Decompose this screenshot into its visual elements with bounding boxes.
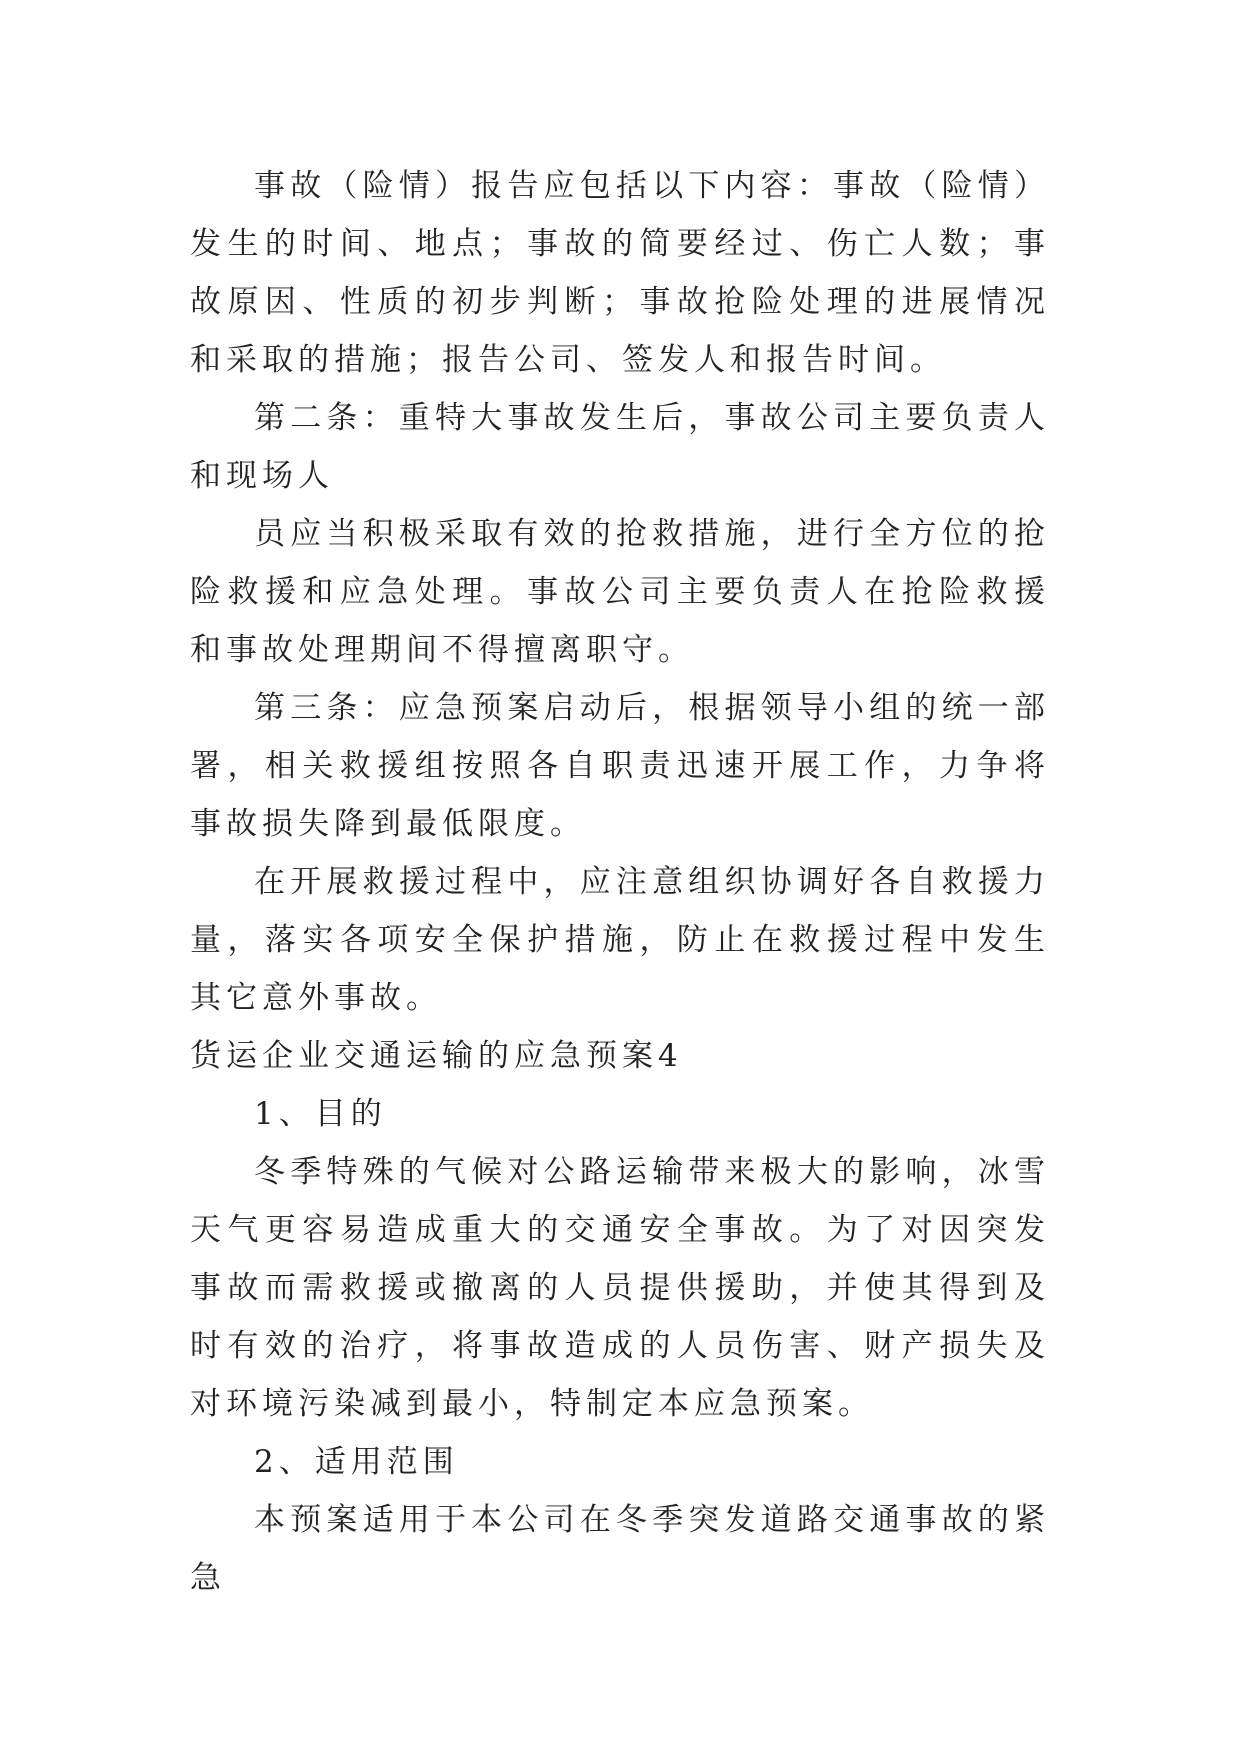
paragraph-article-two: 第二条：重特大事故发生后，事故公司主要负责人和现场人 [190,400,1050,494]
subheading-scope: 2、适用范围 [254,1444,459,1480]
paragraph-rescue-process: 在开展救援过程中，应注意组织协调好各自救援力量，落实各项安全保护措施，防止在救援过程中发生其它意外事故。 [190,864,1050,1016]
paragraph-accident-report-content: 事故（险情）报告应包括以下内容：事故（险情）发生的时间、地点；事故的简要经过、伤亡人数；事故原因、性质的初步判断；事故抢险处理的进展情况和采取的措施；报告公司、签发人和报告时间。 [190,168,1050,378]
subheading-purpose: 1、目的 [254,1096,387,1132]
paragraph-purpose: 冬季特殊的气候对公路运输带来极大的影响，冰雪天气更容易造成重大的交通安全事故。为了对因突发事故而需救援或撤离的人员提供援助，并使其得到及时有效的治疗，将事故造成的人员伤害、财产损失及对环境污染减到最小，特制定本应急预案。 [190,1154,1050,1422]
document-body [190,157,1050,1607]
paragraph-article-two-continued: 员应当积极采取有效的抢救措施，进行全方位的抢险救援和应急处理。事故公司主要负责人在抢险救援和事故处理期间不得擅离职守。 [190,516,1050,668]
section-title: 货运企业交通运输的应急预案4 [190,1038,683,1074]
paragraph-article-three: 第三条：应急预案启动后，根据领导小组的统一部署，相关救援组按照各自职责迅速开展工作，力争将事故损失降到最低限度。 [190,690,1050,842]
paragraph-scope: 本预案适用于本公司在冬季突发道路交通事故的紧急 [190,1502,1050,1596]
